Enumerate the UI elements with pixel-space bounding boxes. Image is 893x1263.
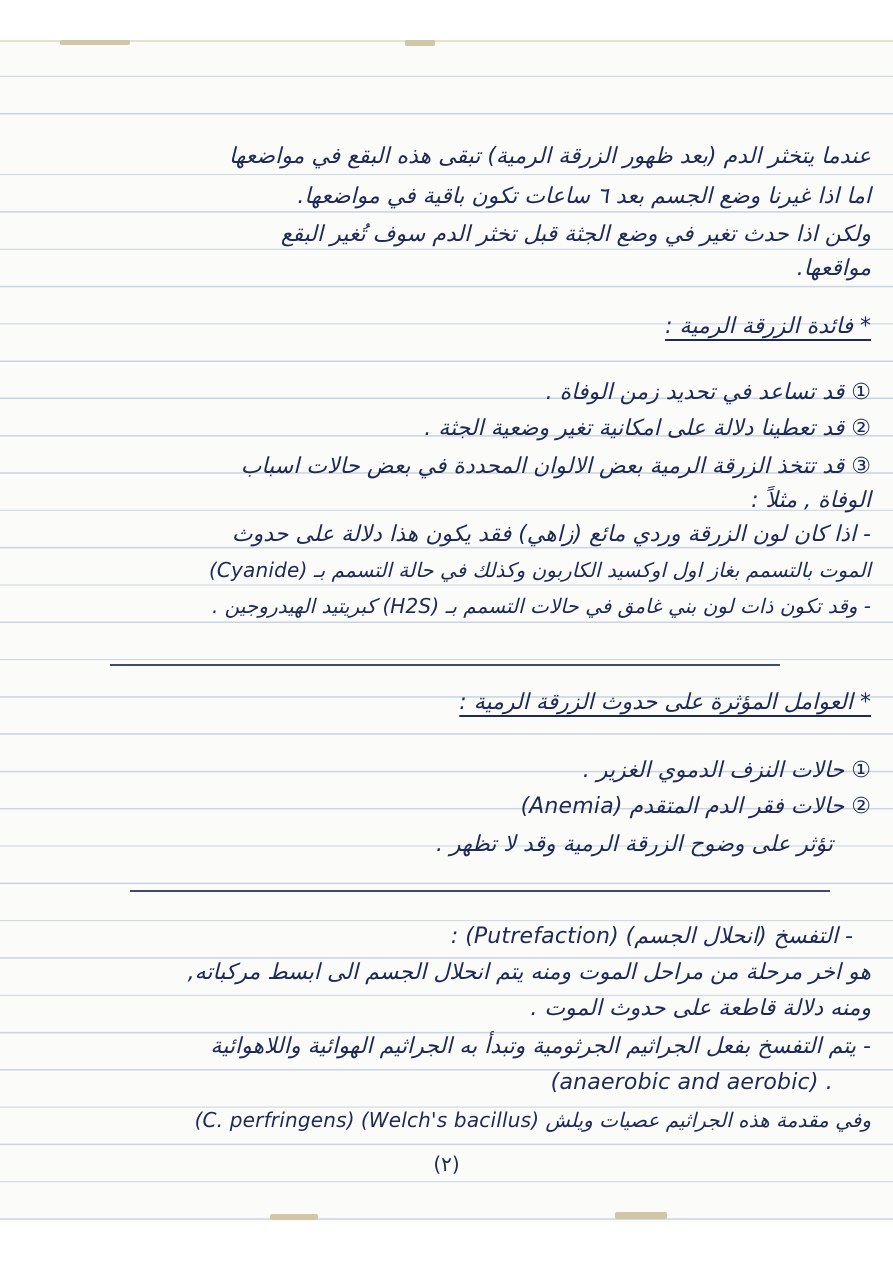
notebook-page — [0, 40, 893, 1222]
tape-mark-center — [405, 40, 435, 46]
heading-lividity-benefits: * فائدة الزرقة الرمية : — [665, 314, 871, 339]
page-number: (٢) — [433, 1152, 460, 1176]
section-divider-2 — [130, 890, 830, 892]
text-line-1: عندما يتخثر الدم (بعد ظهور الزرقة الرمية) تبقى هذه البقع في مواضعها — [228, 144, 871, 169]
list-item-1: ① قد تساعد في تحديد زمن الوفاة . — [545, 380, 871, 405]
bullet-line-1: - اذا كان لون الزرقة وردي مائع (زاهي) فقد يكون هذا دلالة على حدوث — [231, 522, 871, 547]
bullet-line-2: الموت بالتسمم بغاز اول اوكسيد الكاربون وكذلك في حالة التسمم بـ (Cyanide) — [209, 558, 871, 582]
section-divider-1 — [110, 664, 780, 666]
list-item-3-cont: الوفاة , مثلاً : — [751, 488, 871, 513]
putrefaction-line-4: (anaerobic and aerobic) . — [550, 1070, 833, 1095]
heading-affecting-factors: * العوامل المؤثرة على حدوث الزرقة الرمية : — [459, 690, 871, 715]
tape-mark-bottom-right — [615, 1212, 667, 1219]
putrefaction-line-5: وفي مقدمة هذه الجراثيم عصيات ويلش (Welch's bacillus) (C. perfringens) — [194, 1108, 871, 1132]
text-line-2: اما اذا غيرنا وضع الجسم بعد ٦ ساعات تكون باقية في مواضعها. — [297, 184, 871, 209]
tape-mark-left — [60, 40, 130, 45]
factor-note: تؤثر على وضوح الزرقة الرمية وقد لا تظهر . — [435, 832, 833, 857]
text-line-3: ولكن اذا حدث تغير في وضع الجثة قبل تخثر الدم سوف تُغير البقع — [280, 222, 871, 247]
factor-item-1: ① حالات النزف الدموي الغزير . — [582, 758, 871, 783]
bullet-line-3: - وقد تكون ذات لون بني غامق في حالات التسمم بـ (H2S) كبريتيد الهيدروجين . — [211, 594, 871, 618]
factor-item-2: ② حالات فقر الدم المتقدم (Anemia) — [520, 794, 871, 819]
putrefaction-line-1: هو اخر مرحلة من مراحل الموت ومنه يتم انحلال الجسم الى ابسط مركباته, — [187, 960, 871, 985]
list-item-2: ② قد تعطينا دلالة على امكانية تغير وضعية الجثة . — [424, 416, 871, 441]
text-line-4: مواقعها. — [796, 256, 871, 281]
putrefaction-line-3: - يتم التفسخ بفعل الجراثيم الجرثومية وتبدأ به الجراثيم الهوائية واللاهوائية — [210, 1034, 871, 1059]
list-item-3: ③ قد تتخذ الزرقة الرمية بعض الالوان المحددة في بعض حالات اسباب — [240, 454, 871, 479]
heading-putrefaction: - التفسخ (انحلال الجسم) (Putrefaction) : — [450, 924, 853, 949]
tape-mark-bottom-left — [270, 1214, 318, 1220]
putrefaction-line-2: ومنه دلالة قاطعة على حدوث الموت . — [530, 996, 871, 1021]
